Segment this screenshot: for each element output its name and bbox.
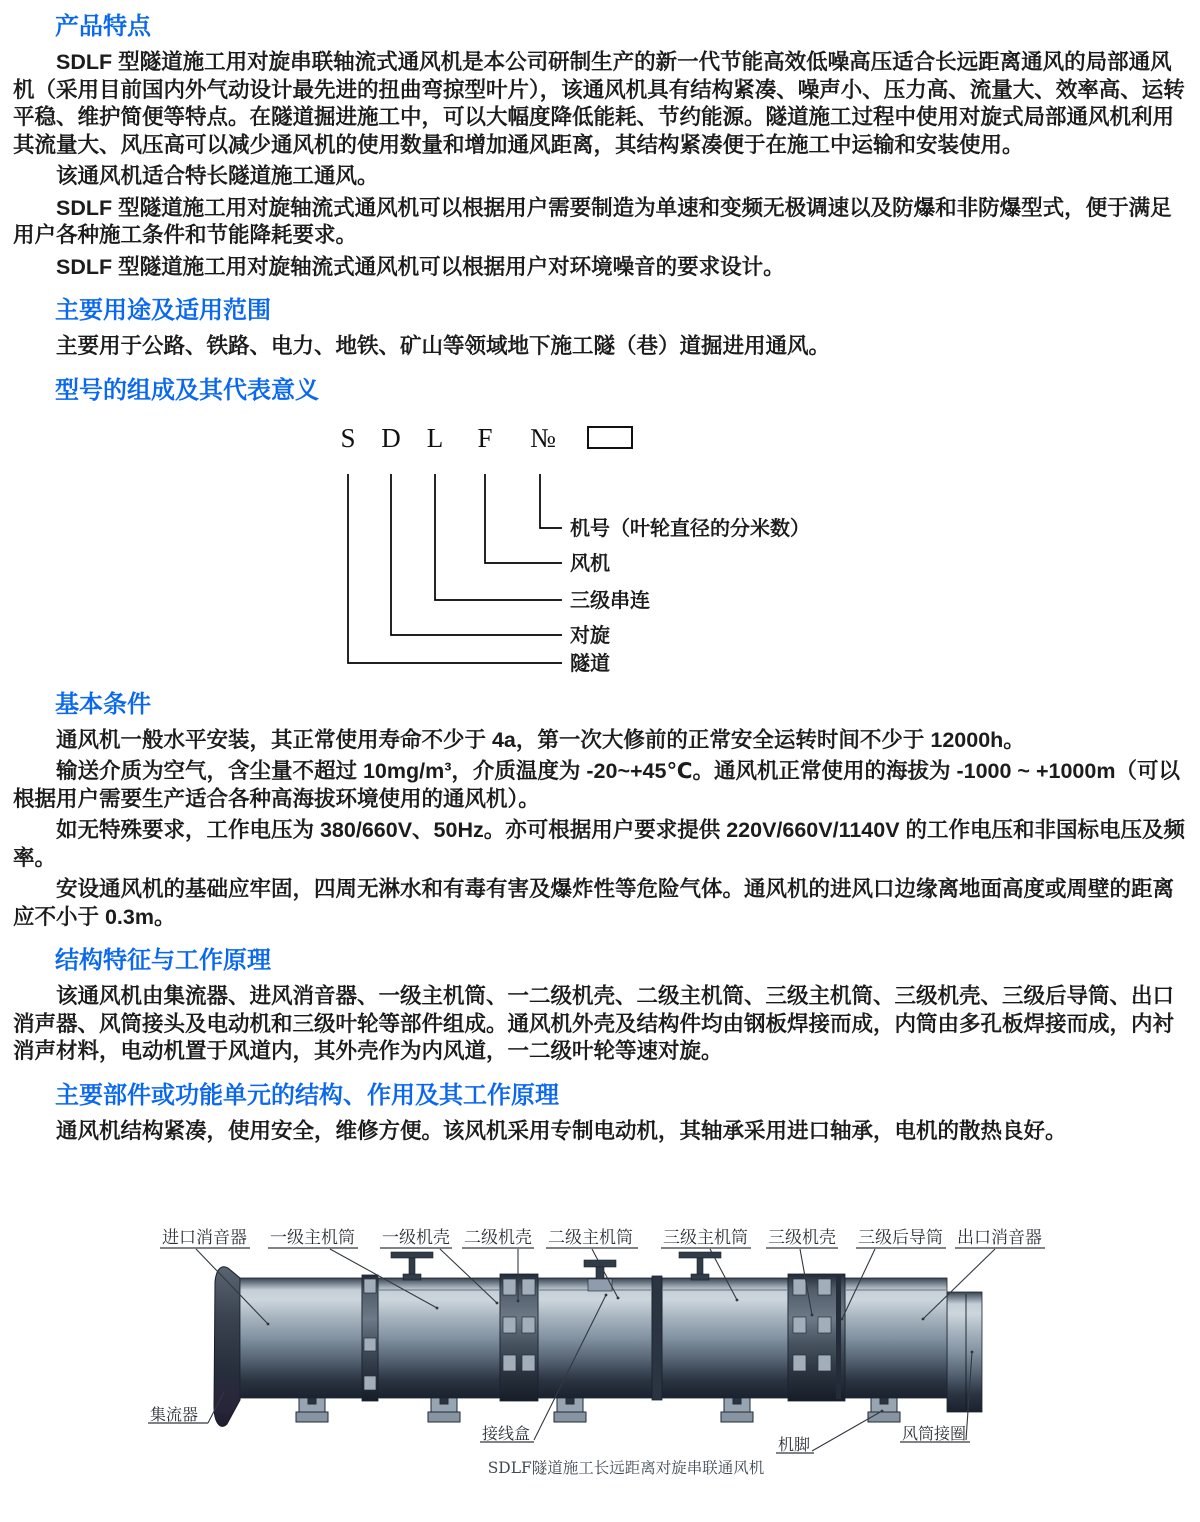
- model-connector-lines: [348, 474, 562, 663]
- model-letter-no: №: [530, 422, 556, 453]
- paragraph-features-4: SDLF 型隧道施工用对旋轴流式通风机可以根据用户对环境噪音的要求设计。: [56, 254, 785, 279]
- model-letter-f: F: [477, 422, 493, 453]
- fan-label-machine-foot: 机脚: [778, 1435, 811, 1454]
- model-meaning-tunnel: 隧道: [570, 652, 610, 675]
- fan-label-stage2-casing: 二级机壳: [464, 1228, 532, 1248]
- heading-model: 型号的组成及其代表意义: [55, 376, 319, 404]
- fan-label-collector: 集流器: [150, 1405, 199, 1424]
- fan-label-junction-box: 接线盒: [482, 1424, 531, 1443]
- fan-section-inlet-silencer: [240, 1278, 362, 1398]
- paragraph-features-1: SDLF 型隧道施工用对旋串联轴流式通风机是本公司研制生产的新一代节能高效低噪高压适合长远距离通风的局部通风机（采用目前国内外气动设计最先进的扭曲弯掠型叶片），该通风机具有结构紧凑、噪声小、压力高、流量大、效率高、运转平稳、维护简便等特点。在隧道掘进施工中，可以大幅度降低能耗、节约能源。隧道施工过程中使用对旋式局部通风机利用其流量大、风压高可以减少通风机的使用数量和增加通风距离，其结构紧凑便于在施工中运输和安装使用。: [13, 50, 1185, 157]
- fan-label-stage3-cylinder: 三级主机筒: [663, 1228, 748, 1248]
- heading-components: 主要部件或功能单元的结构、作用及其工作原理: [55, 1081, 559, 1109]
- model-number-box: [588, 427, 632, 448]
- fan-label-stage3-casing: 三级机壳: [768, 1228, 836, 1248]
- fan-section-stage3-cylinder: [662, 1278, 788, 1398]
- model-composition-diagram: [0, 413, 1200, 675]
- fan-diagram-caption: SDLF隧道施工长远距离对旋串联通风机: [487, 1459, 765, 1477]
- model-letter-d: D: [381, 422, 401, 453]
- paragraph-conditions-1: 通风机一般水平安装，其正常使用寿命不少于 4a，第一次大修前的正常安全运转时间不少于 12000h。: [56, 727, 1025, 752]
- model-meaning-labels: [570, 516, 810, 675]
- fan-handle: [679, 1252, 721, 1280]
- fan-section-stage1-cylinder: [378, 1278, 500, 1398]
- fan-label-stage2-cylinder: 二级主机筒: [548, 1228, 633, 1248]
- fan-top-labels: [160, 1228, 1045, 1248]
- fan-label-outlet-silencer: 出口消音器: [957, 1228, 1042, 1248]
- fan-joint-seam: [652, 1276, 662, 1400]
- paragraph-features-2: 该通风机适合特长隧道施工通风。: [56, 164, 379, 188]
- page: [0, 12, 1200, 1522]
- fan-section-stage2-cylinder: [538, 1278, 652, 1398]
- fan-label-stage1-cylinder: 一级主机筒: [270, 1228, 355, 1248]
- document-body: [0, 12, 1200, 1145]
- heading-features: 产品特点: [55, 13, 151, 40]
- fan-handle: [391, 1252, 433, 1280]
- model-meaning-counterrotating: 对旋: [570, 624, 610, 647]
- heading-usage: 主要用途及适用范围: [55, 297, 271, 324]
- fan-technical-diagram: [0, 1212, 1200, 1522]
- paragraph-conditions-2: 输送介质为空气，含尘量不超过 10mg/m³，介质温度为 -20~+45℃。通风机正常使用的海拔为 -1000 ~ +1000m（可以根据用户需要生产适合各种高海拔环境使用的通风机）。: [13, 759, 1180, 811]
- model-meaning-threestage: 三级串连: [570, 589, 650, 612]
- paragraph-structure-1: 该通风机由集流器、进风消音器、一级主机筒、一二级机壳、二级主机筒、三级主机筒、三级机壳、三级后导筒、出口消声器、风筒接头及电动机和三级叶轮等部件组成。通风机外壳及结构件均由钢板焊接而成，内筒由多孔板焊接而成，内衬消声材料，电动机置于风道内，其外壳作为内风道，一二级叶轮等速对旋。: [13, 984, 1175, 1063]
- paragraph-features-3: SDLF 型隧道施工用对旋轴流式通风机可以根据用户需要制造为单速和变频无极调速以及防爆和非防爆型式，便于满足用户各种施工条件和节能降耗要求。: [13, 195, 1172, 247]
- model-letters: [340, 423, 555, 453]
- model-meaning-fan: 风机: [570, 552, 610, 575]
- heading-structure: 结构特征与工作原理: [55, 947, 271, 974]
- fan-label-inlet-silencer: 进口消音器: [162, 1228, 247, 1248]
- heading-conditions: 基本条件: [55, 690, 151, 718]
- model-meaning-no: 机号（叶轮直径的分米数）: [570, 517, 810, 540]
- model-letter-l: L: [426, 422, 444, 453]
- fan-label-stage1-casing: 一级机壳: [382, 1228, 450, 1248]
- paragraph-components-1: 通风机结构紧凑，使用安全，维修方便。该风机采用专制电动机，其轴承采用进口轴承，电机的散热良好。: [56, 1118, 1067, 1143]
- model-letter-s: S: [340, 422, 356, 453]
- fan-label-duct-ring: 风筒接圈: [902, 1424, 967, 1443]
- fan-label-stage3-guide-duct: 三级后导筒: [858, 1228, 943, 1248]
- fan-duct-ring: [947, 1292, 982, 1412]
- paragraph-conditions-4: 安设通风机的基础应牢固，四周无淋水和有毒有害及爆炸性等危险气体。通风机的进风口边缘离地面高度或周壁的距离应不小于 0.3m。: [13, 877, 1175, 929]
- paragraph-conditions-3: 如无特殊要求，工作电压为 380/660V、50Hz。亦可根据用户要求提供 220V/660V/1140V 的工作电压和非国标电压及频率。: [13, 818, 1186, 870]
- fan-section-outlet-silencer: [845, 1278, 947, 1398]
- paragraph-usage-1: 主要用于公路、铁路、电力、地铁、矿山等领域地下施工隧（巷）道掘进用通风。: [56, 334, 831, 358]
